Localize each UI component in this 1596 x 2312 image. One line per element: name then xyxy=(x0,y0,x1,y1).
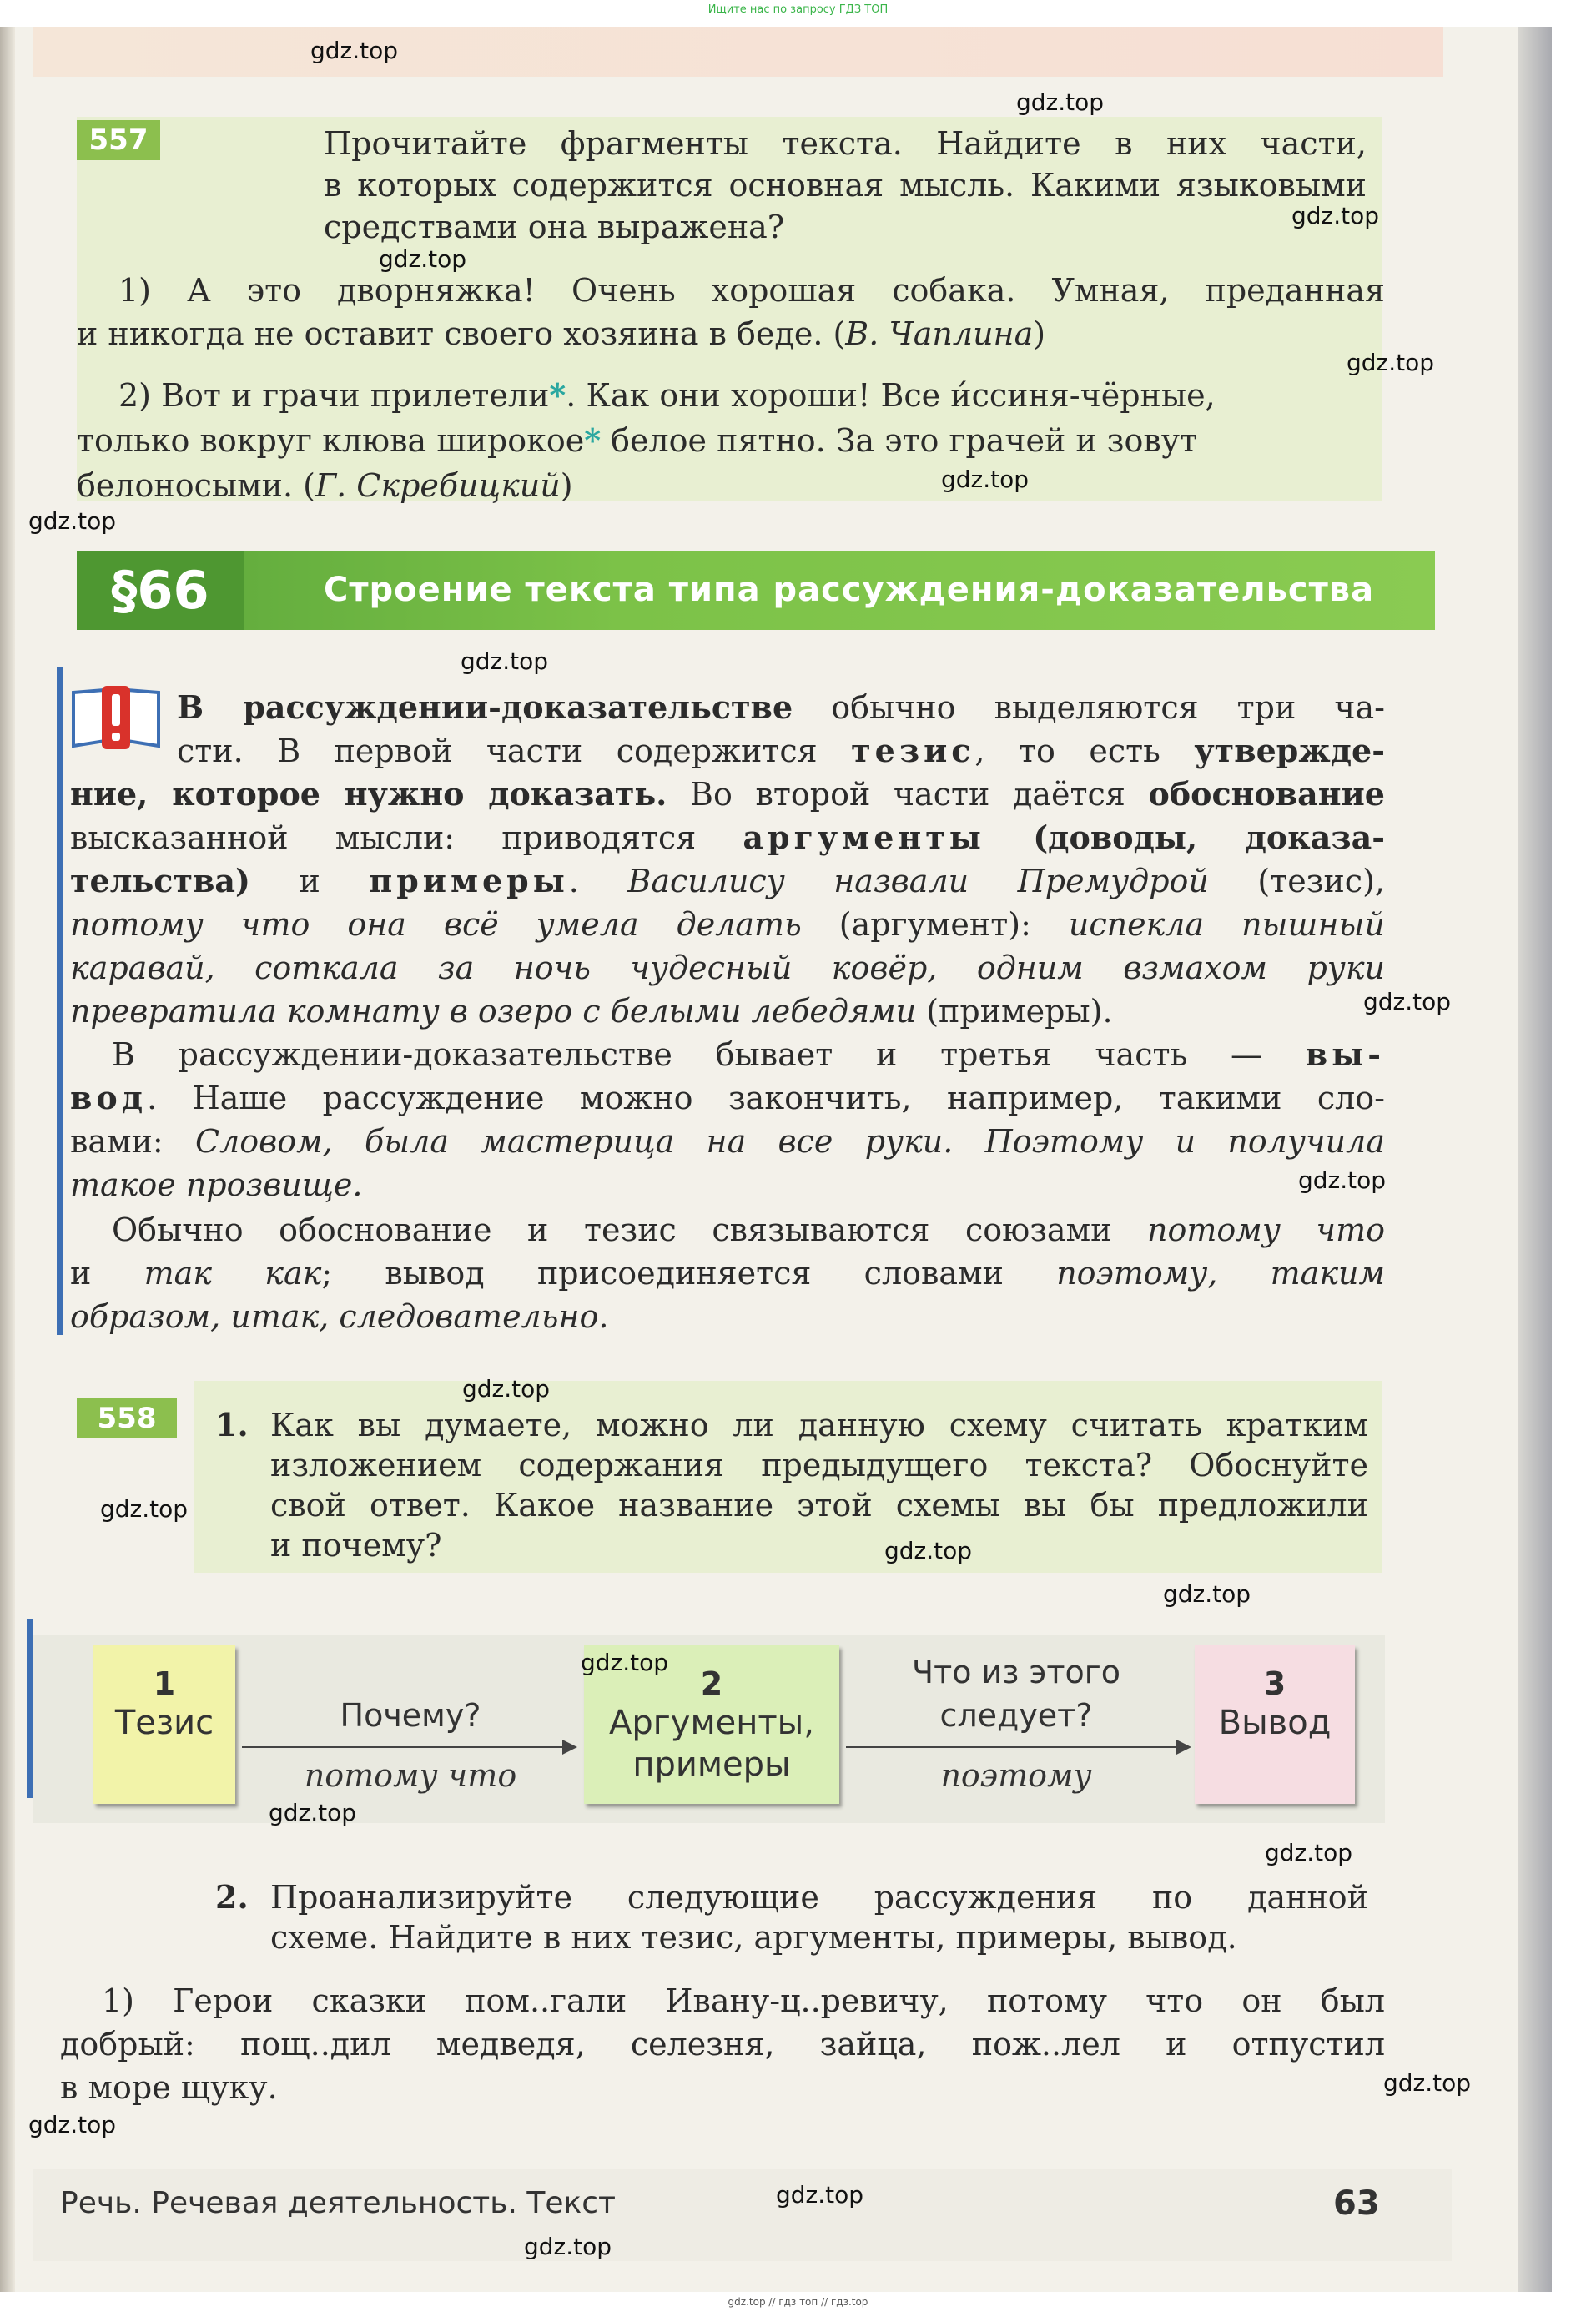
scheme-side-bar xyxy=(27,1619,33,1798)
rule-line-2 xyxy=(177,729,1385,773)
rule-line-9 xyxy=(112,1033,1385,1076)
scheme-box-3-label: Вывод xyxy=(1218,1704,1332,1742)
exercise-557-task-line-1: Прочитайте фрагменты текста. Найдите в них части, xyxy=(324,125,1367,162)
watermark: gdz.top xyxy=(1347,349,1435,376)
text-2-close: ) xyxy=(560,467,573,504)
term-justification: обоснование xyxy=(1148,775,1385,813)
rule-line-6a: потому что она всё умела делать xyxy=(70,906,802,943)
paragraph-header xyxy=(77,551,1435,630)
rule-line-9a: В рассуждении-доказательстве бывает и третья часть — xyxy=(112,1036,1306,1073)
page-left-edge xyxy=(0,27,15,2292)
scheme-question-2-line-2: следует? xyxy=(939,1697,1093,1734)
term-thesis: тезис xyxy=(851,732,975,769)
rule-line-14 xyxy=(70,1252,1385,1295)
scheme-box-thesis xyxy=(93,1645,235,1804)
exercise-558-q1-line-1: Как вы думаете, можно ли данную схему считать кратким xyxy=(270,1407,1368,1443)
scheme-box-2-line-2: примеры xyxy=(632,1745,791,1784)
paragraph-title: Строение текста типа рассуждения-доказательства xyxy=(324,571,1375,609)
text-1-line-2 xyxy=(77,312,1385,355)
text-1-close: ) xyxy=(1033,315,1046,352)
exercise-557-number: 557 xyxy=(77,120,160,160)
scheme-box-conclusion xyxy=(1195,1645,1355,1804)
scheme-arrow-1-head-icon xyxy=(562,1740,577,1755)
rule-line-11a: вами: xyxy=(70,1123,196,1160)
scheme-question-1: Почему? xyxy=(340,1697,481,1734)
term-conclusion-end: вод xyxy=(70,1079,148,1116)
rule-line-6b: (аргумент): xyxy=(801,906,1069,943)
watermark: gdz.top xyxy=(1265,1839,1353,1866)
rule-line-1a: В рассуждении-доказательстве xyxy=(177,688,793,726)
rule-line-14a: и xyxy=(70,1255,144,1292)
rule-line-10 xyxy=(70,1076,1385,1120)
watermark: gdz.top xyxy=(1163,1580,1251,1608)
bottom-banner: gdz.top // гдз топ // гдз.top xyxy=(728,2296,868,2308)
rule-line-6 xyxy=(70,903,1385,946)
rule-line-5 xyxy=(70,859,1385,903)
watermark: gdz.top xyxy=(1383,2069,1472,2097)
watermark: gdz.top xyxy=(581,1649,669,1676)
scheme-box-2-line-1: Аргументы, xyxy=(609,1704,814,1742)
rule-line-3 xyxy=(70,773,1385,816)
rule-line-8a: превратила комнату в озеро с белыми лебедями xyxy=(70,993,917,1030)
watermark: gdz.top xyxy=(461,647,549,675)
watermark: gdz.top xyxy=(462,1375,551,1403)
watermark: gdz.top xyxy=(1298,1166,1387,1194)
rule-line-14c: ; вывод присоединяется словами xyxy=(321,1255,1057,1292)
watermark: gdz.top xyxy=(884,1537,973,1564)
rule-line-11 xyxy=(70,1120,1385,1163)
scheme-answer-2: поэтому xyxy=(940,1757,1092,1794)
paragraph-number: §66 xyxy=(111,560,209,621)
sentence-1-line-3: в море щуку. xyxy=(60,2069,278,2106)
exercise-558-q1-line-2: изложением содержания предыдущего текста? Обоснуйте xyxy=(270,1447,1368,1483)
rule-line-5e: Василису назвали Премудрой xyxy=(627,863,1209,899)
rule-side-bar xyxy=(57,667,63,1335)
term-conclusion-start: вы- xyxy=(1305,1035,1385,1073)
rule-line-14d: поэтому, таким xyxy=(1056,1255,1385,1292)
rule-line-2d: утвержде- xyxy=(1194,732,1385,769)
rule-line-11b: Словом, была мастерица на все руки. Поэтому и получила xyxy=(195,1123,1385,1160)
rule-line-13b: потому что xyxy=(1147,1211,1385,1248)
rule-line-10b: . Наше рассуждение можно закончить, например, такими сло- xyxy=(147,1080,1385,1116)
watermark: gdz.top xyxy=(776,2181,864,2209)
text-1-line-2-body: и никогда не оставит своего хозяина в беде. ( xyxy=(77,315,846,352)
sentence-1-line-2: добрый: пощ..дил медведя, селезня, зайца, пож..лел и отпустил xyxy=(60,2026,1385,2063)
watermark: gdz.top xyxy=(269,1799,357,1826)
watermark: gdz.top xyxy=(1291,202,1380,229)
scheme-question-2-line-1: Что из этого xyxy=(912,1654,1120,1690)
text-2-line-1b: . Как они хороши! Все и́ссиня-чёрные, xyxy=(566,377,1216,414)
watermark: gdz.top xyxy=(28,507,117,535)
scheme-box-2-number: 2 xyxy=(700,1665,723,1702)
text-2-line-2b: белое пятно. За это грачей и зовут xyxy=(601,422,1198,459)
rule-line-3a: ние, которое нужно доказать. xyxy=(70,775,667,813)
text-2-line-2 xyxy=(77,419,1385,462)
rule-line-1b: обычно выделяются три ча- xyxy=(793,689,1385,726)
rule-line-13a: Обычно обоснование и тезис связываются союзами xyxy=(112,1211,1148,1248)
watermark: gdz.top xyxy=(524,2233,612,2260)
text-2-line-2a: только вокруг клюва широкое xyxy=(77,422,585,459)
scheme-answer-1: потому что xyxy=(304,1757,517,1794)
watermark: gdz.top xyxy=(28,2111,117,2138)
scheme-box-1-number: 1 xyxy=(153,1665,176,1702)
top-strip xyxy=(33,27,1443,77)
scheme-box-3-number: 3 xyxy=(1263,1665,1286,1702)
rule-line-13 xyxy=(112,1208,1385,1252)
exercise-558-number: 558 xyxy=(77,1398,177,1438)
exercise-558-q1-line-4: и почему? xyxy=(270,1527,442,1564)
rule-line-1 xyxy=(177,686,1385,729)
exercise-558-q2-number: 2. xyxy=(215,1878,249,1916)
rule-line-5f: (тезис), xyxy=(1208,863,1385,899)
top-banner: Ищите нас по запросу ГДЗ ТОП xyxy=(707,3,889,16)
scheme-arrow-1-line xyxy=(242,1746,564,1748)
exercise-558-q1-number: 1. xyxy=(215,1406,249,1443)
scheme-box-1-label: Тезис xyxy=(114,1704,214,1742)
watermark: gdz.top xyxy=(941,466,1030,493)
rule-line-12: такое прозвище. xyxy=(70,1166,363,1203)
rule-line-2c: , то есть xyxy=(974,733,1195,769)
watermark: gdz.top xyxy=(310,37,399,64)
asterisk-icon: * xyxy=(584,421,602,459)
text-1-line-1: 1) А это дворняжка! Очень хорошая собака. Умная, преданная xyxy=(118,272,1385,309)
exercise-557-task-line-2: в которых содержится основная мысль. Какими языковыми xyxy=(324,167,1367,204)
rule-line-4 xyxy=(70,816,1385,859)
text-2-line-3a: белоносыми. ( xyxy=(77,467,315,504)
rule-line-5a: тельства) xyxy=(70,862,250,899)
rule-line-2a: сти. В первой части содержится xyxy=(177,733,852,769)
exercise-558-q2-line-2: схеме. Найдите в них тезис, аргументы, примеры, вывод. xyxy=(270,1919,1237,1956)
rule-line-8 xyxy=(70,990,1385,1033)
text-2-author: Г. Скребицкий xyxy=(315,467,561,504)
rule-line-15: образом, итак, следовательно. xyxy=(70,1298,609,1335)
rule-line-4a: высказанной мысли: приводятся xyxy=(70,819,743,856)
scheme-arrow-2-line xyxy=(846,1746,1178,1748)
text-2-line-1a: 2) Вот и грачи прилетели xyxy=(118,377,550,414)
term-examples: примеры xyxy=(369,862,569,899)
exclamation-book-icon xyxy=(70,684,162,751)
text-2-line-1 xyxy=(118,374,1385,417)
rule-line-7: каравай, соткала за ночь чудесный ковёр, одним взмахом руки xyxy=(70,949,1385,986)
rule-line-4c: (доводы, доказа- xyxy=(984,819,1385,856)
exercise-558-q1-line-3: свой ответ. Какое название этой схемы вы бы предложили xyxy=(270,1487,1368,1524)
term-arguments: аргументы xyxy=(743,819,985,856)
watermark: gdz.top xyxy=(1016,88,1105,116)
exercise-557-task-line-3: средствами она выражена? xyxy=(324,209,785,245)
page-number: 63 xyxy=(1333,2184,1380,2223)
rule-line-5d: . xyxy=(568,863,628,899)
sentence-1-line-1: 1) Герои сказки пом..гали Ивану-ц..ревичу, потому что он был xyxy=(102,1982,1385,2019)
watermark: gdz.top xyxy=(379,245,467,273)
asterisk-icon: * xyxy=(549,376,566,414)
footer-section-title: Речь. Речевая деятельность. Текст xyxy=(60,2186,616,2220)
rule-line-3b: Во второй части даётся xyxy=(667,776,1149,813)
rule-line-8b: (примеры). xyxy=(916,993,1113,1030)
text-2-line-3 xyxy=(77,464,1385,507)
watermark: gdz.top xyxy=(1363,988,1452,1015)
exercise-558-q2-line-1: Проанализируйте следующие рассуждения по данной xyxy=(270,1879,1368,1916)
watermark: gdz.top xyxy=(100,1495,189,1523)
rule-line-5b: и xyxy=(250,863,370,899)
rule-line-6c: испекла пышный xyxy=(1068,906,1385,943)
scheme-arrow-2-head-icon xyxy=(1176,1740,1191,1755)
page-right-edge xyxy=(1518,27,1552,2292)
text-1-author: В. Чаплина xyxy=(845,315,1034,352)
rule-line-14b: так как xyxy=(143,1255,322,1292)
